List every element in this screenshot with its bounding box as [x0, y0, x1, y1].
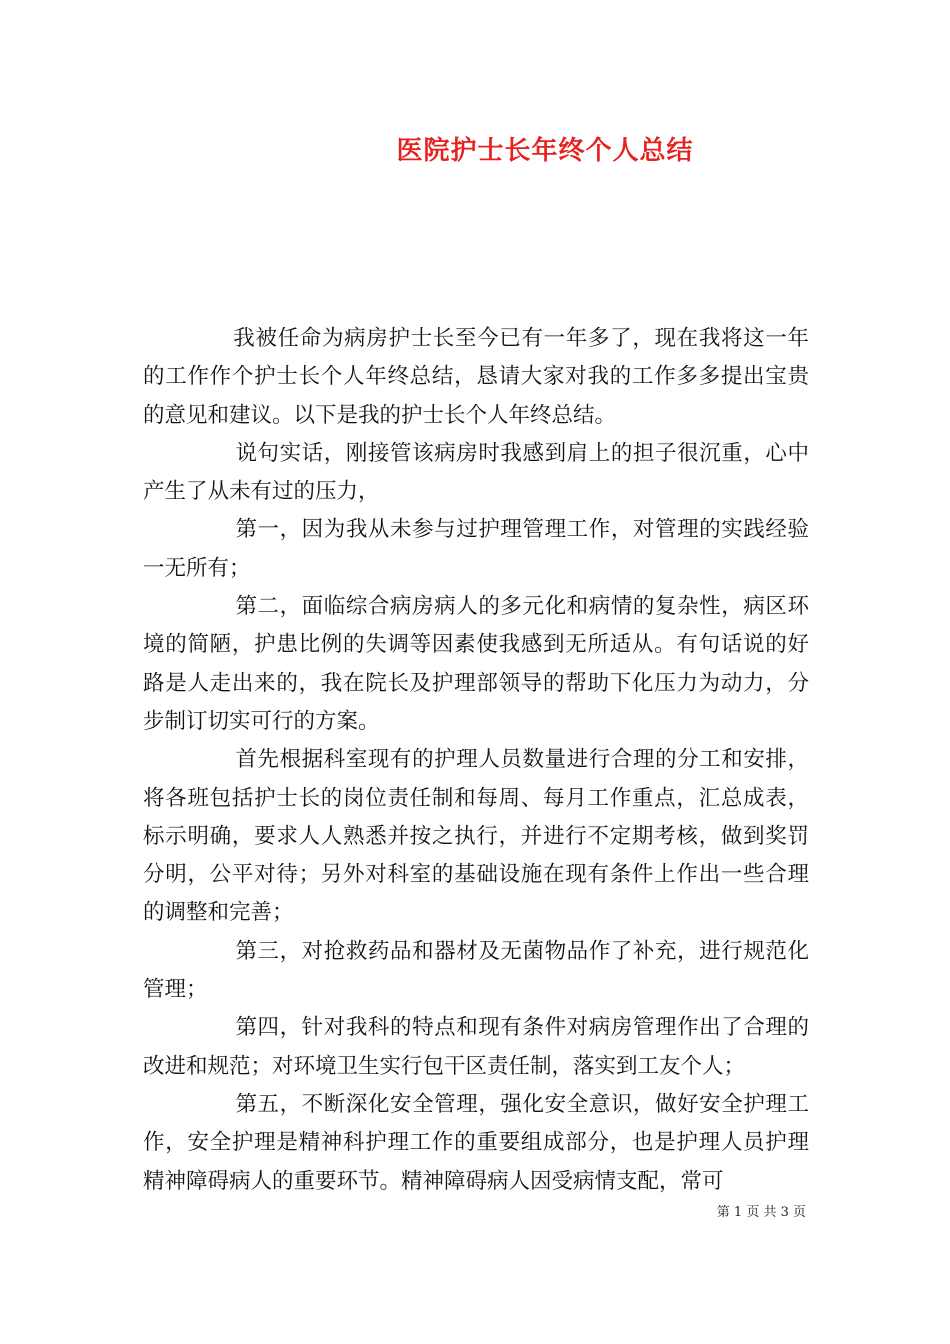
paragraph-fifth-point: 第五，不断深化安全管理，强化安全意识，做好安全护理工作，安全护理是精神科护理工作的重要组成部分，也是护理人员护理精神障碍病人的重要环节。精神障碍病人因受病情支配，常可: [143, 1091, 809, 1194]
paragraph-fourth-point: 第四，针对我科的特点和现有条件对病房管理作出了合理的改进和规范；对环境卫生实行包干区责任制，落实到工友个人；: [143, 1015, 809, 1079]
page-number: 第 1 页 共 3 页: [716, 1205, 806, 1220]
paragraph-second-point: 第二，面临综合病房病人的多元化和病情的复杂性，病区环境的简陋，护患比例的失调等因素使我感到无所适从。有句话说的好路是人走出来的，我在院长及护理部领导的帮助下化压力为动力，分步制订切实可行的方案。: [143, 594, 809, 734]
paragraph-first-point: 第一，因为我从未参与过护理管理工作，对管理的实践经验一无所有；: [143, 517, 809, 581]
document-body: [143, 320, 809, 1201]
paragraph-first-measures: 首先根据科室现有的护理人员数量进行合理的分工和安排，将各班包括护士长的岗位责任制和每周、每月工作重点，汇总成表，标示明确，要求人人熟悉并按之执行，并进行不定期考核，做到奖罚分明，公平对待；另外对科室的基础设施在现有条件上作出一些合理的调整和完善；: [143, 747, 809, 926]
paragraph-pressure: 说句实话，刚接管该病房时我感到肩上的担子很沉重，心中产生了从未有过的压力，: [143, 440, 809, 505]
document-title: 医院护士长年终个人总结: [396, 136, 694, 166]
paragraph-intro: 我被任命为病房护士长至今已有一年多了，现在我将这一年的工作作个护士长个人年终总结，恳请大家对我的工作多多提出宝贵的意见和建议。以下是我的护士长个人年终总结。: [143, 326, 809, 428]
paragraph-third-point: 第三，对抢救药品和器材及无菌物品作了补充，进行规范化管理；: [143, 938, 809, 1003]
